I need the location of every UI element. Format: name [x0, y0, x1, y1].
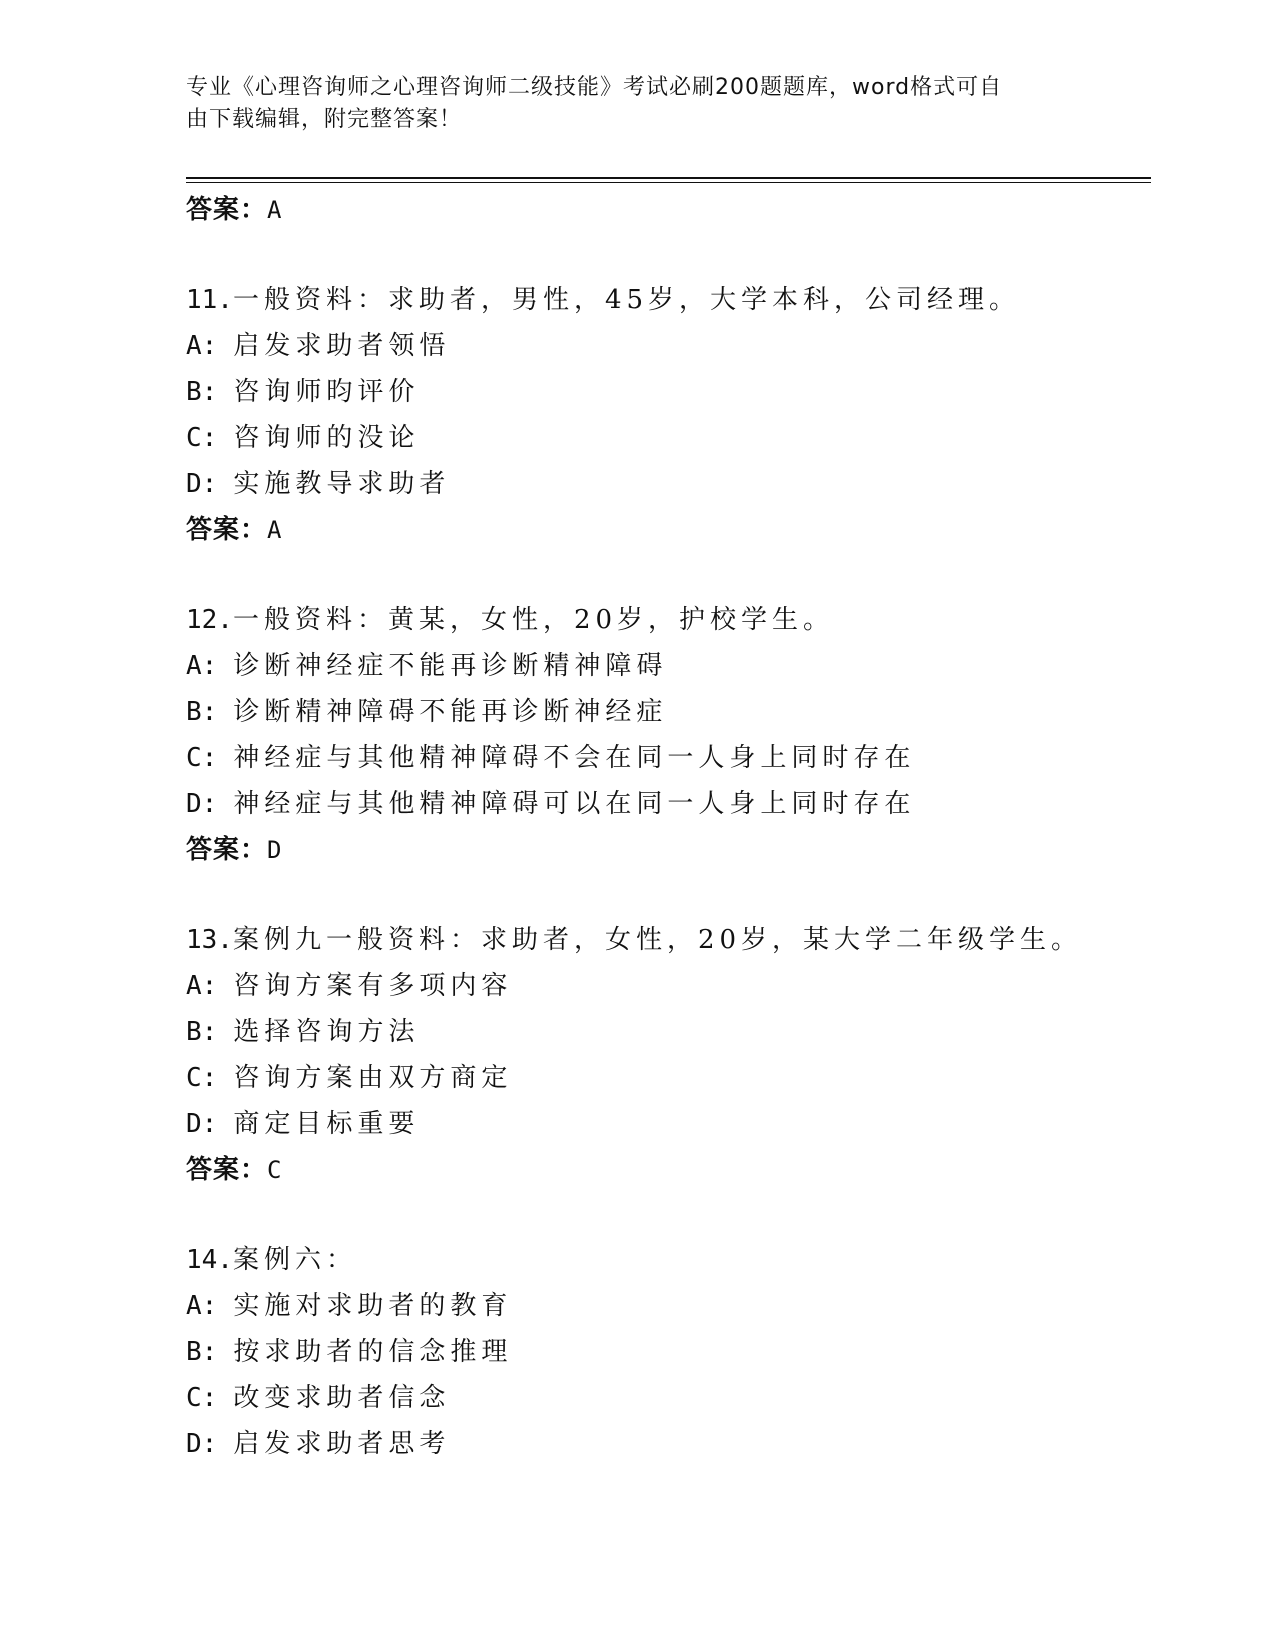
option-key: C:	[186, 743, 218, 773]
option-a	[186, 963, 1146, 1009]
option-text: 诊断神经症不能再诊断精神障碍	[233, 651, 668, 681]
question-list	[186, 187, 1146, 1467]
option-text: 商定目标重要	[233, 1109, 420, 1139]
question-block	[186, 277, 1146, 553]
option-key: A:	[186, 651, 218, 681]
answer-value: C	[267, 1156, 283, 1184]
option-text: 选择咨询方法	[233, 1017, 420, 1047]
answer-label: 答案：	[186, 195, 268, 225]
question-number: 13.	[186, 925, 233, 955]
option-key: C:	[186, 1063, 218, 1093]
question-title	[186, 597, 1146, 643]
option-text: 启发求助者领悟	[233, 331, 451, 361]
answer-line	[186, 507, 1146, 553]
answer-label: 答案：	[186, 515, 268, 545]
question-text: 案例六：	[232, 1245, 357, 1275]
option-key: C:	[186, 423, 218, 453]
option-b	[186, 1329, 1146, 1375]
option-key: B:	[186, 1017, 218, 1047]
option-d	[186, 1101, 1146, 1147]
option-text: 咨询师昀评价	[233, 377, 420, 407]
answer-value: A	[267, 196, 283, 224]
header-line-1: 专业《心理咨询师之心理咨询师二级技能》考试必刷200题题库，word格式可自	[186, 75, 1003, 100]
question-number: 14.	[186, 1245, 233, 1275]
option-key: A:	[186, 971, 218, 1001]
option-text: 实施教导求助者	[233, 469, 451, 499]
option-text: 启发求助者思考	[233, 1429, 451, 1459]
answer-line	[186, 827, 1146, 873]
question-title	[186, 917, 1146, 963]
answer-label: 答案：	[186, 835, 268, 865]
option-c	[186, 735, 1146, 781]
option-key: D:	[186, 1109, 218, 1139]
option-d	[186, 781, 1146, 827]
option-text: 神经症与其他精神障碍可以在同一人身上同时存在	[233, 789, 916, 819]
option-a	[186, 1283, 1146, 1329]
question-title	[186, 277, 1146, 323]
option-key: B:	[186, 377, 218, 407]
option-key: B:	[186, 697, 218, 727]
question-number: 12.	[186, 605, 233, 635]
question-block	[186, 917, 1146, 1193]
answer-value: D	[267, 836, 283, 864]
option-text: 咨询方案由双方商定	[233, 1063, 513, 1093]
question-block	[186, 597, 1146, 873]
page-header	[186, 72, 1066, 136]
question-block	[186, 1237, 1146, 1467]
option-b	[186, 689, 1146, 735]
header-divider-thin	[186, 182, 1151, 183]
answer-line	[186, 1147, 1146, 1193]
question-text: 一般资料：求助者，男性，45岁，大学本科，公司经理。	[232, 285, 1021, 315]
option-a	[186, 323, 1146, 369]
header-divider-thick	[186, 177, 1151, 179]
option-d	[186, 461, 1146, 507]
option-b	[186, 369, 1146, 415]
answer-value: A	[267, 516, 283, 544]
option-key: D:	[186, 1429, 218, 1459]
option-key: B:	[186, 1337, 218, 1367]
option-text: 按求助者的信念推理	[233, 1337, 513, 1367]
option-text: 咨询方案有多项内容	[233, 971, 513, 1001]
option-key: A:	[186, 1291, 218, 1321]
question-text: 一般资料：黄某，女性，20岁，护校学生。	[232, 605, 835, 635]
option-text: 咨询师的没论	[233, 423, 420, 453]
header-line-2: 由下载编辑，附完整答案！	[186, 107, 463, 132]
option-c	[186, 1375, 1146, 1421]
answer-line	[186, 187, 1146, 233]
question-number: 11.	[186, 285, 233, 315]
option-key: D:	[186, 789, 218, 819]
option-d	[186, 1421, 1146, 1467]
answer-label: 答案：	[186, 1155, 268, 1185]
question-text: 案例九一般资料：求助者，女性，20岁，某大学二年级学生。	[232, 925, 1083, 955]
option-c	[186, 1055, 1146, 1101]
question-title	[186, 1237, 1146, 1283]
option-b	[186, 1009, 1146, 1055]
option-a	[186, 643, 1146, 689]
option-key: A:	[186, 331, 218, 361]
option-text: 实施对求助者的教育	[233, 1291, 513, 1321]
option-key: D:	[186, 469, 218, 499]
option-text: 神经症与其他精神障碍不会在同一人身上同时存在	[233, 743, 916, 773]
option-c	[186, 415, 1146, 461]
option-key: C:	[186, 1383, 218, 1413]
option-text: 诊断精神障碍不能再诊断神经症	[233, 697, 668, 727]
option-text: 改变求助者信念	[233, 1383, 451, 1413]
